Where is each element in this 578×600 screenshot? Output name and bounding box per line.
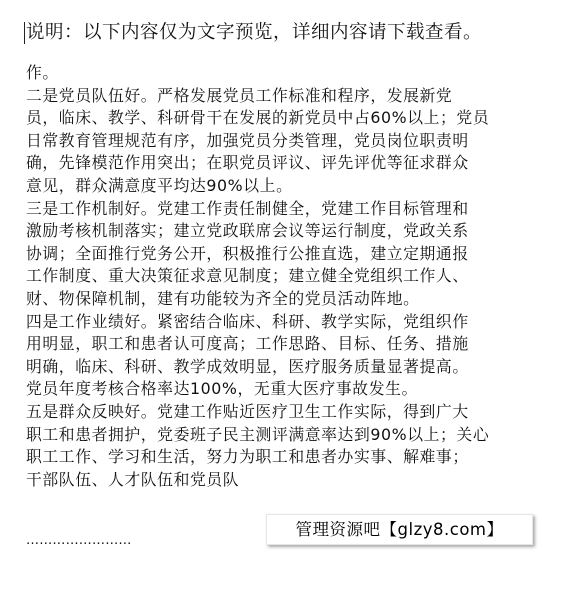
document-body [26,62,556,491]
text-line: 激励考核机制落实；建立党政联席会议等运行制度，党政关系 [26,221,469,241]
text-line: 四是工作业绩好。紧密结合临床、科研、教学实际，党组织作 [26,311,469,331]
text-line: 用明显，职工和患者认可度高；工作思路、目标、任务、措施 [26,334,469,354]
text-line: 职工和患者拥护，党委班子民主测评满意率达到90%以上；关心 [26,424,490,444]
preview-notice: 说明：以下内容仅为文字预览，详细内容请下载查看。 [26,22,483,43]
text-line: 员，临床、教学、科研骨干在发展的新党员中占60%以上；党员 [26,108,490,128]
text-line: 干部队伍、人才队伍和党员队 [26,469,240,489]
site-watermark-link[interactable]: 管理资源吧【glzy8.com】 [266,514,533,545]
text-line: 工作制度、重大决策征求意见制度；建立健全党组织工作人、 [26,266,469,286]
text-line: 协调；全面推行党务公开，积极推行公推直选，建立定期通报 [26,243,469,263]
text-line: 作。 [26,63,59,82]
truncation-ellipsis: …………………… [26,533,132,548]
text-line: 确，先锋模范作用突出；在职党员评议、评先评优等征求群众 [26,153,469,173]
text-line: 意见，群众满意度平均达90%以上。 [26,175,293,195]
text-line: 二是党员队伍好。严格发展党员工作标准和程序，发展新党 [26,85,453,105]
text-line: 三是工作机制好。党建工作责任制健全，党建工作目标管理和 [26,198,469,218]
text-line: 五是群众反映好。党建工作贴近医疗卫生工作实际，得到广大 [26,401,469,421]
text-line: 财、物保障机制，建有功能较为齐全的党员活动阵地。 [26,288,420,308]
text-cursor [24,22,25,44]
text-line: 明确，临床、科研、教学成效明显，医疗服务质量显著提高。 [26,356,469,376]
text-line: 职工工作、学习和生活，努力为职工和患者办实事、解难事； [26,447,469,467]
text-line: 党员年度考核合格率达100%，无重大医疗事故发生。 [26,379,418,399]
text-line: 日常教育管理规范有序，加强党员分类管理，党员岗位职责明 [26,130,469,150]
